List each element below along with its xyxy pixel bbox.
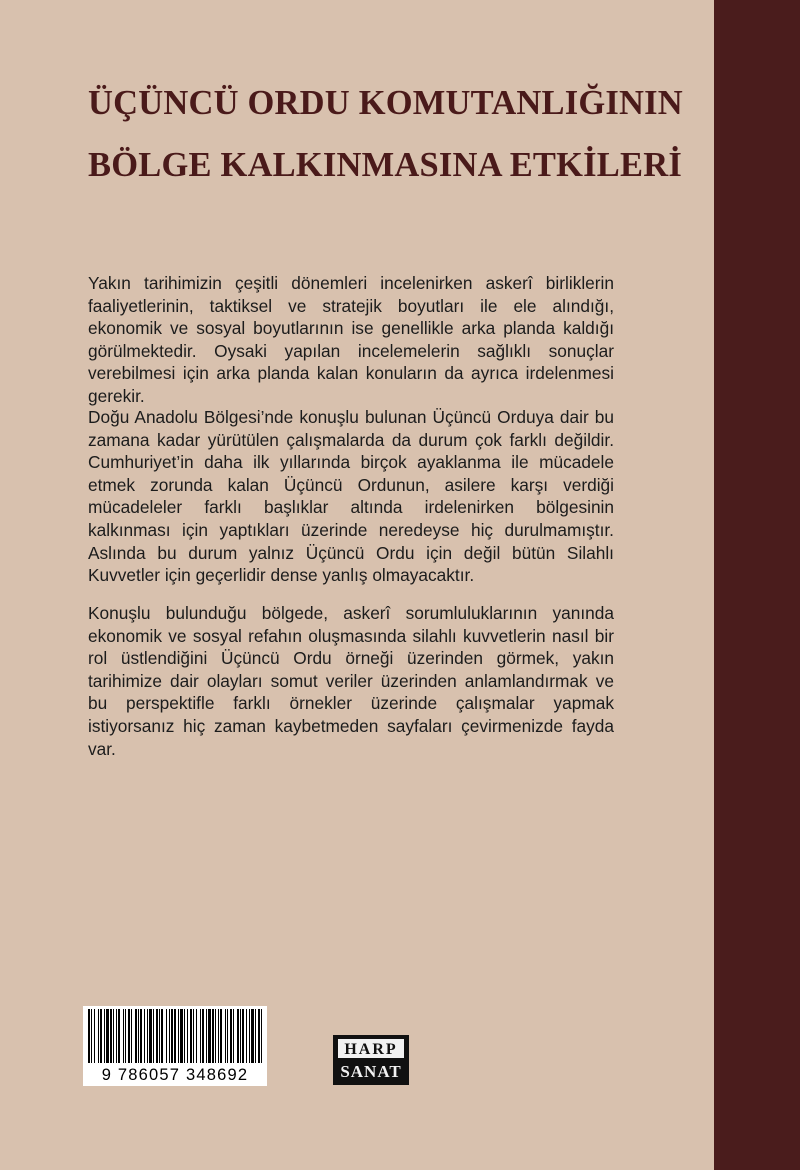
isbn-barcode bbox=[83, 1006, 267, 1086]
paragraph-1: Yakın tarihimizin çeşitli dönemleri incelenirken askerî birliklerin faaliyetlerinin, taktiksel ve stratejik boyutları ile ele alındığı, ekonomik ve sosyal boyutlarının ise genellikle arka planda kaldığı görülmektedir. Oysaki yapılan incelemelerin sağlıklı sonuçlar verebilmesi için arka planda kalan konuların da ayrıca irdelenmesi gerekir. bbox=[88, 273, 614, 406]
book-spine bbox=[714, 0, 800, 1170]
isbn-number: 9 786057 348692 bbox=[101, 1066, 249, 1084]
paragraph-2: Doğu Anadolu Bölgesi’nde konuşlu bulunan Üçüncü Orduya dair bu zamana kadar yürütülen çalışmalarda da durum çok farklı değildir. Cumhuriyet’in daha ilk yıllarında birçok ayaklanma ile mücadele etmek zorunda kalan Üçüncü Ordunun, asilere karşı verdiği mücadeleler farklı başlıklar altında irdelenirken bölgesinin kalkınması için yaptıkları üzerinde neredeyse hiç durulmamıştır. Aslında bu durum yalnız Üçüncü Ordu için değil bütün Silahlı Kuvvetler için geçerlidir dense yanlış olmayacaktır. bbox=[88, 407, 614, 586]
title-line-2: BÖLGE KALKINMASINA ETKİLERİ bbox=[88, 146, 682, 184]
paragraph-3: Konuşlu bulunduğu bölgede, askerî sorumluluklarının yanında ekonomik ve sosyal refahın oluşmasında silahlı kuvvetlerin nasıl bir rol üstlendiğini Üçüncü Ordu örneği üzerinden görmek, yakın tarihimize dair olayları somut veriler üzerinden anlamlandırmak ve bu perspektifle farklı örnekler üzerinde çalışmalar yapmak istiyorsanız hiç zaman kaybetmeden sayfaları çevirmenizde fayda var. bbox=[88, 603, 614, 759]
publisher-logo-mark bbox=[335, 1037, 407, 1083]
title-line-1: ÜÇÜNCÜ ORDU KOMUTANLIĞININ bbox=[88, 84, 683, 122]
publisher-logo-bottom: SANAT bbox=[340, 1062, 402, 1081]
barcode-bars bbox=[88, 1009, 262, 1063]
publisher-logo-top: HARP bbox=[344, 1041, 398, 1058]
publisher-logo bbox=[333, 1035, 409, 1085]
